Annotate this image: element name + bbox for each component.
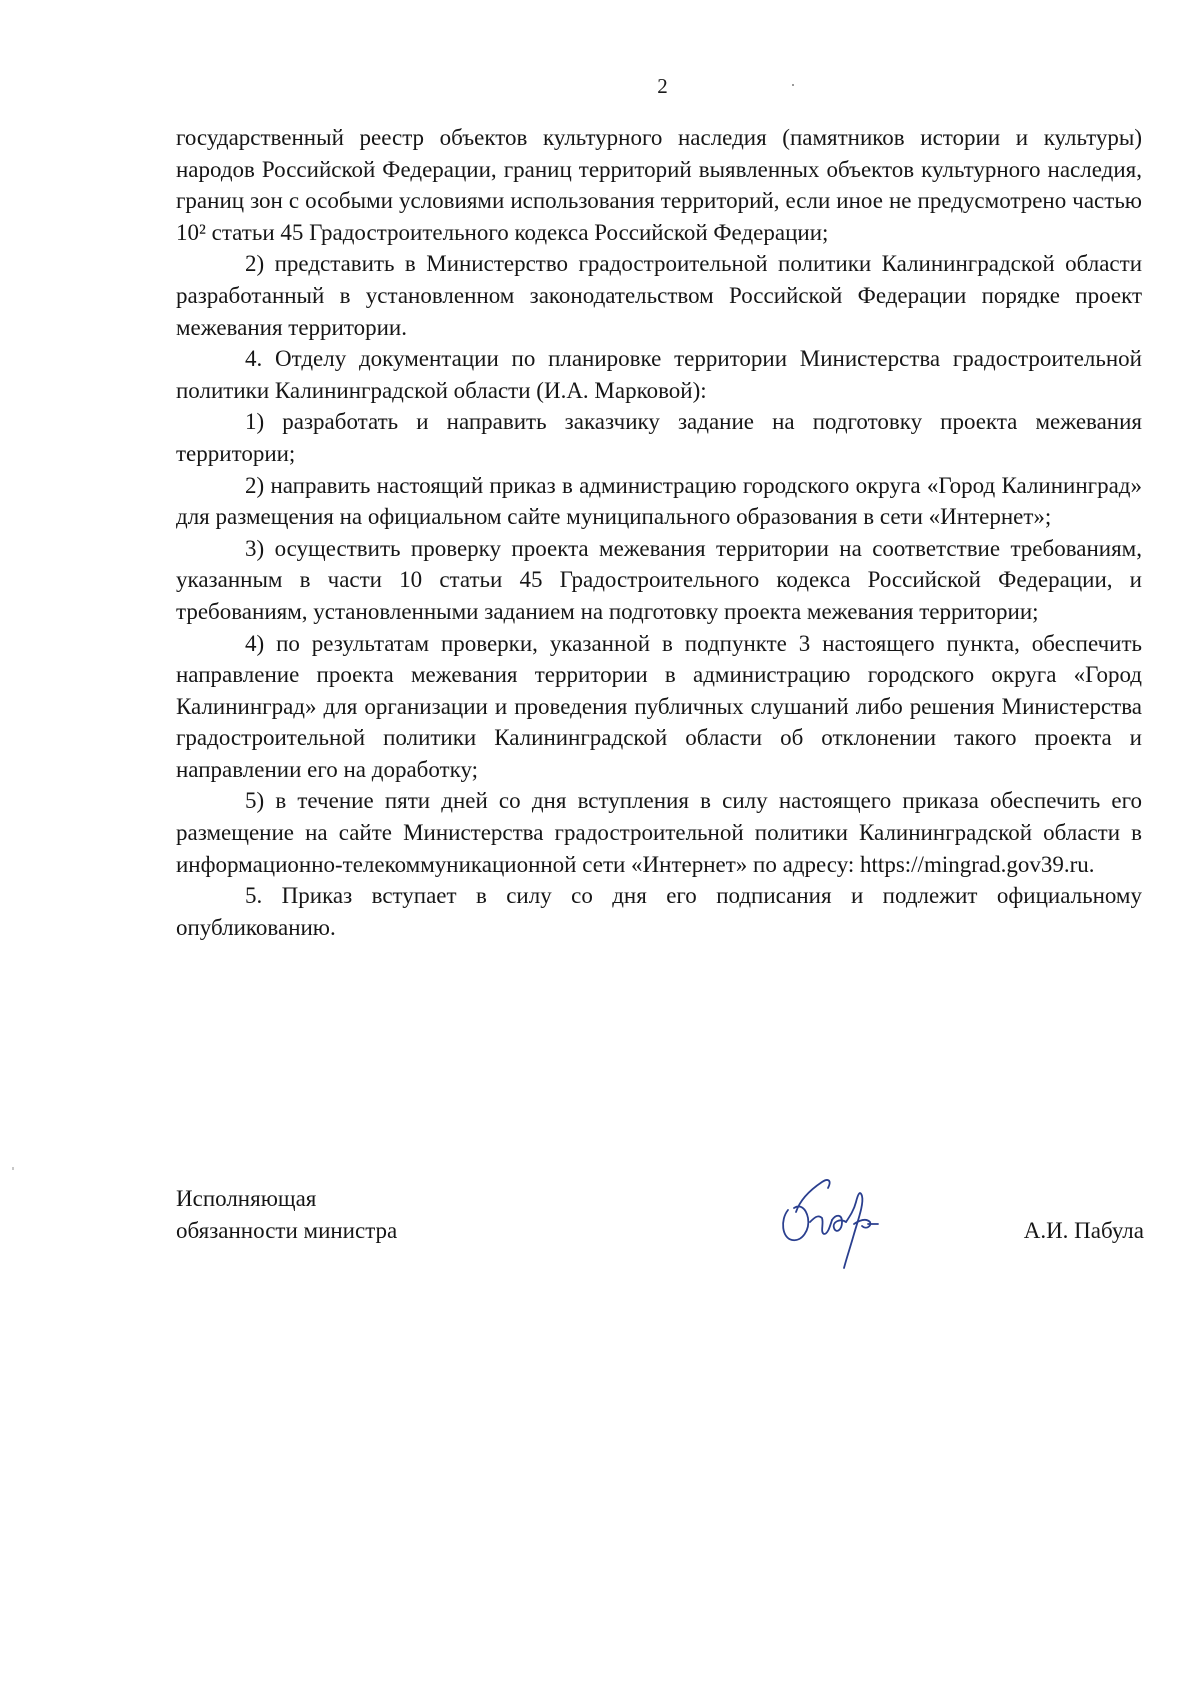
position-line-1: Исполняющая [176, 1186, 317, 1211]
paragraph-item-4-2: 2) направить настоящий приказ в администрацию городского округа «Город Калининград» для размещения на официальном сайте муниципального образования в сети «Интернет»; [176, 472, 1142, 530]
signature-stroke [844, 1193, 862, 1268]
paragraph-item-5: 5. Приказ вступает в силу со дня его подписания и подлежит официальному опубликованию. [176, 883, 1142, 940]
signature-stroke [810, 1216, 832, 1234]
signature-stroke [832, 1216, 846, 1231]
signatory-position [176, 1183, 397, 1247]
paragraph-item-4-4: 4) по результатам проверки, указанной в подпункте 3 настоящего пункта, обеспечить направление проекта межевания территории в администрацию городского округа «Город Калининград» для организации и проведения публичных слушаний либо решения Министерства градостроительной политики Калининградской области об отклонении такого проекта и направлении его на доработку; [176, 630, 1142, 782]
scan-artifact [12, 1167, 14, 1170]
position-line-2: обязанности министра [176, 1218, 398, 1243]
paragraph-item-3-2: 2) представить в Министерство градостроительной политики Калининградской области разработанный в установленном законодательством Российской Федерации порядке проект межевания территории. [176, 251, 1142, 340]
paragraph-item-4-3: 3) осуществить проверку проекта межевания территории на соответствие требованиям, указанным в части 10 статьи 45 Градостроительного кодекса Российской Федерации, и требованиям, установленными заданием на подготовку проекта межевания территории; [176, 535, 1142, 624]
paragraph-item-4-1: 1) разработать и направить заказчику задание на подготовку проекта межевания территории; [176, 409, 1142, 466]
document-body [176, 122, 1142, 943]
scan-artifact [792, 84, 794, 86]
paragraph-item-4: 4. Отделу документации по планировке территории Министерства градостроительной политики Калининградской области (И.А. Марковой): [176, 346, 1142, 403]
paragraph-item-4-5: 5) в течение пяти дней со дня вступления в силу настоящего приказа обеспечить его размещение на сайте Министерства градостроительной политики Калининградской области в информационно-телекоммуникационной сети «Интернет» по адресу: https://mingrad.gov39.ru. [176, 788, 1142, 877]
handwritten-signature [770, 1160, 900, 1280]
page-number: 2 [657, 74, 668, 98]
paragraph-continuation: государственный реестр объектов культурного наследия (памятников истории и культуры) народов Российской Федерации, границ территорий выявленных объектов культурного наследия, границ зон с особыми условиями использования территорий, если иное не предусмотрено частью 10² статьи 45 Градостроительного кодекса Российской Федерации; [176, 125, 1142, 245]
signer-name: А.И. Пабула [1023, 1218, 1144, 1243]
